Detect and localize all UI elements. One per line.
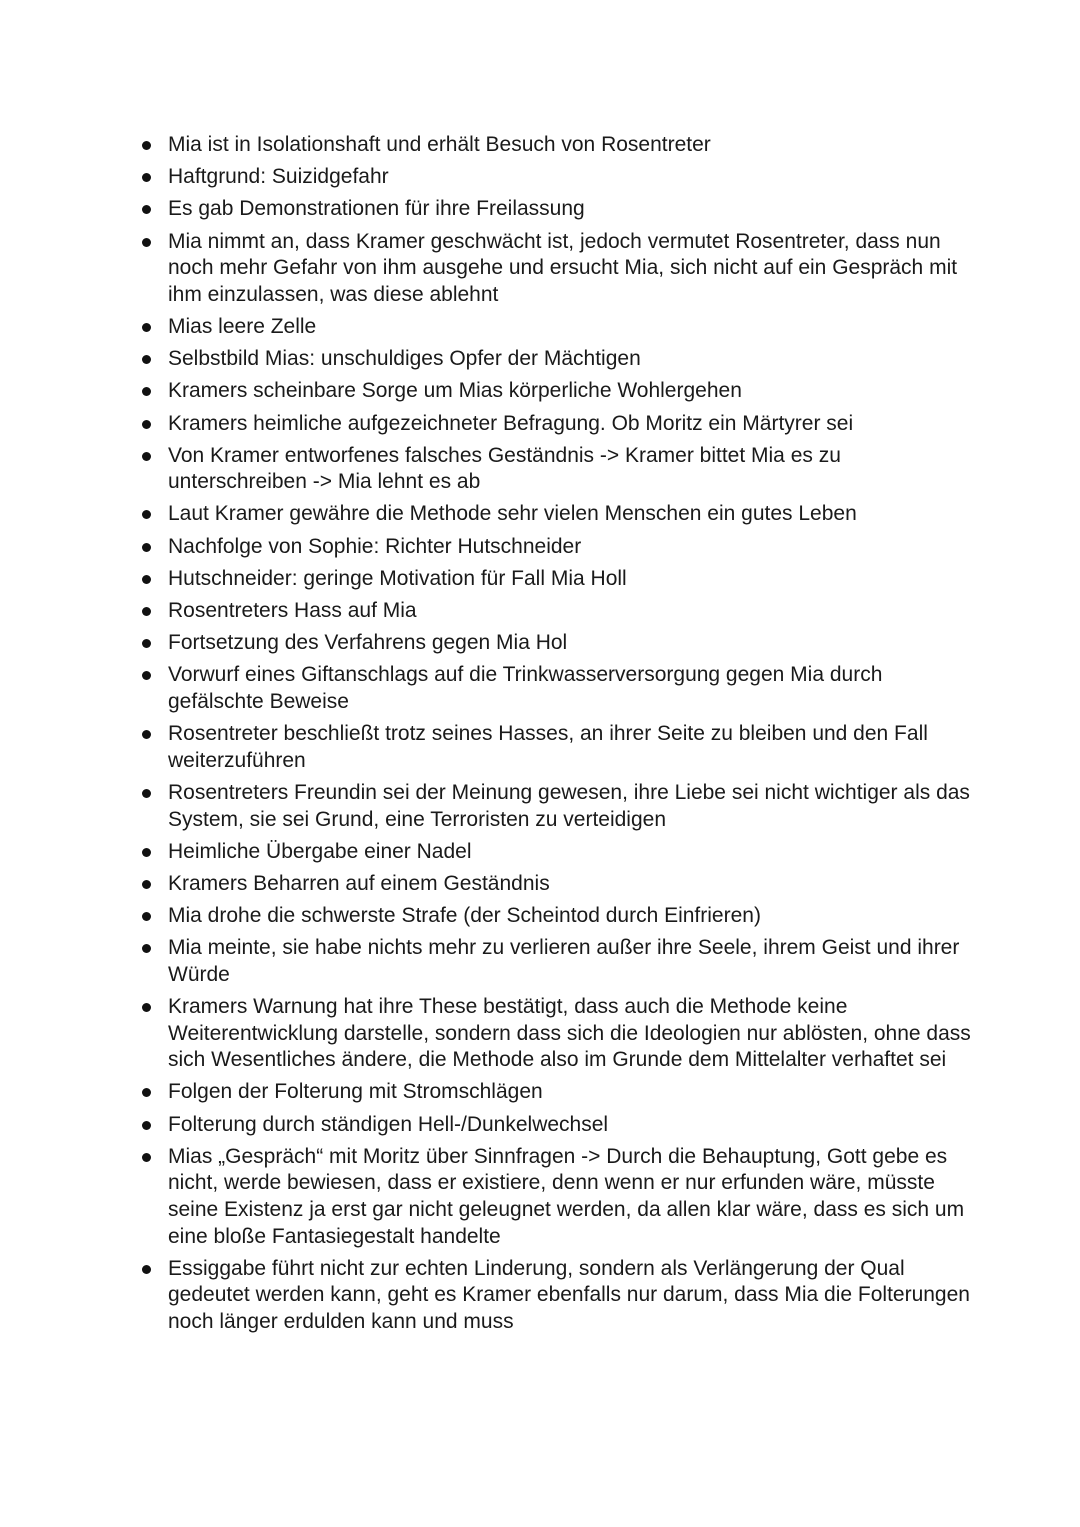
bullet-icon: [142, 173, 151, 182]
list-item: [168, 1079, 983, 1106]
list-item: [168, 1112, 983, 1139]
list-item-text: Mia nimmt an, dass Kramer geschwächt ist, jedoch vermutet Rosentreter, dass nun noch mehr Gefahr von ihm ausgehe und ersucht Mia, sich nicht auf ein Gespräch mit ihm einzulassen, was diese ablehnt: [168, 229, 958, 306]
list-item: [168, 132, 983, 159]
list-item: [168, 994, 983, 1074]
bullet-icon: [142, 730, 151, 739]
list-item-text: Hutschneider: geringe Motivation für Fall Mia Holl: [168, 566, 627, 590]
bullet-icon: [142, 205, 151, 214]
list-item-text: Kramers Warnung hat ihre These bestätigt, dass auch die Methode keine Weiterentwicklung darstelle, sondern dass sich die Ideologien nur ablösten, ohne dass sich Wesentliches ändere, die Methode also im Grunde dem Mittelalter verhaftet sei: [168, 995, 971, 1072]
bullet-icon: [142, 912, 151, 921]
list-item-text: Kramers Beharren auf einem Geständnis: [168, 871, 550, 895]
bullet-icon: [142, 1153, 151, 1162]
bullet-icon: [142, 238, 151, 247]
list-item: [168, 598, 983, 625]
list-item: [168, 443, 983, 496]
notes-list: [168, 132, 983, 1341]
bullet-icon: [142, 141, 151, 150]
bullet-icon: [142, 355, 151, 364]
bullet-icon: [142, 848, 151, 857]
list-item: [168, 1256, 983, 1336]
list-item-text: Vorwurf eines Giftanschlags auf die Trinkwasserversorgung gegen Mia durch gefälschte Beweise: [168, 663, 883, 713]
list-item: [168, 378, 983, 405]
list-item: [168, 935, 983, 988]
list-item-text: Kramers scheinbare Sorge um Mias körperliche Wohlergehen: [168, 379, 742, 403]
bullet-icon: [142, 1003, 151, 1012]
list-item-text: Haftgrund: Suizidgefahr: [168, 165, 389, 189]
list-item: [168, 662, 983, 715]
list-item: [168, 346, 983, 373]
list-item-text: Von Kramer entworfenes falsches Geständnis -> Kramer bittet Mia es zu unterschreiben -> Mia lehnt es ab: [168, 443, 841, 494]
bullet-icon: [142, 944, 151, 953]
list-item: [168, 196, 983, 223]
list-item-text: Folgen der Folterung mit Stromschlägen: [168, 1080, 543, 1104]
bullet-icon: [142, 1265, 151, 1274]
list-item-text: Selbstbild Mias: unschuldiges Opfer der Mächtigen: [168, 347, 641, 371]
list-item: [168, 721, 983, 774]
list-item-text: Mias „Gespräch“ mit Moritz über Sinnfragen -> Durch die Behauptung, Gott gebe es nicht, werde bewiesen, dass er existiere, denn wenn er nur erfunden wäre, müsste seine Existenz ja erst gar nicht geleugnet werden, da allen klar wäre, dass es sich um eine bloße Fantasiegestalt handelte: [168, 1144, 965, 1248]
list-item-text: Mia meinte, sie habe nichts mehr zu verlieren außer ihre Seele, ihrem Geist und ihrer Würde: [168, 936, 960, 986]
list-item-text: Kramers heimliche aufgezeichneter Befragung. Ob Moritz ein Märtyrer sei: [168, 411, 854, 435]
bullet-icon: [142, 510, 151, 519]
bullet-icon: [142, 543, 151, 552]
list-item: [168, 501, 983, 528]
list-item-text: Mia ist in Isolationshaft und erhält Besuch von Rosentreter: [168, 133, 711, 156]
list-item-text: Folterung durch ständigen Hell-/Dunkelwechsel: [168, 1112, 609, 1136]
list-item: [168, 903, 983, 930]
list-item: [168, 411, 983, 438]
bullet-icon: [142, 639, 151, 648]
list-item-text: Laut Kramer gewähre die Methode sehr vielen Menschen ein gutes Leben: [168, 502, 857, 526]
list-item-text: Es gab Demonstrationen für ihre Freilassung: [168, 197, 585, 221]
list-item: [168, 839, 983, 866]
list-item: [168, 164, 983, 191]
list-item: [168, 780, 983, 833]
list-item-text: Rosentreter beschließt trotz seines Hasses, an ihrer Seite zu bleiben und den Fall weiterzuführen: [168, 722, 928, 772]
list-item: [168, 1144, 983, 1250]
list-item-text: Fortsetzung des Verfahrens gegen Mia Hol: [168, 631, 568, 655]
list-item: [168, 229, 983, 309]
bullet-icon: [142, 575, 151, 584]
bullet-icon: [142, 323, 151, 332]
bullet-icon: [142, 1088, 151, 1097]
list-item: [168, 566, 983, 593]
bullet-icon: [142, 607, 151, 616]
list-item: [168, 314, 983, 341]
list-item-text: Mia drohe die schwerste Strafe (der Scheintod durch Einfrieren): [168, 904, 761, 928]
bullet-icon: [142, 387, 151, 396]
list-item: [168, 630, 983, 657]
list-item-text: Mias leere Zelle: [168, 314, 317, 338]
list-item-text: Heimliche Übergabe einer Nadel: [168, 839, 472, 863]
bullet-icon: [142, 880, 151, 889]
list-item: [168, 871, 983, 898]
bullet-icon: [142, 1121, 151, 1130]
list-item-text: Essiggabe führt nicht zur echten Linderung, sondern als Verlängerung der Qual gedeutet werden kann, geht es Kramer ebenfalls nur darum, dass Mia die Folterungen noch länger erdulden kann und muss: [168, 1256, 970, 1333]
list-item-text: Nachfolge von Sophie: Richter Hutschneider: [168, 534, 582, 558]
list-item-text: Rosentreters Hass auf Mia: [168, 599, 417, 623]
list-item-text: Rosentreters Freundin sei der Meinung gewesen, ihre Liebe sei nicht wichtiger als das System, sie sei Grund, eine Terroristen zu verteidigen: [168, 780, 970, 831]
bullet-icon: [142, 420, 151, 429]
bullet-icon: [142, 452, 151, 461]
bullet-icon: [142, 671, 151, 680]
list-item: [168, 534, 983, 561]
bullet-icon: [142, 789, 151, 798]
